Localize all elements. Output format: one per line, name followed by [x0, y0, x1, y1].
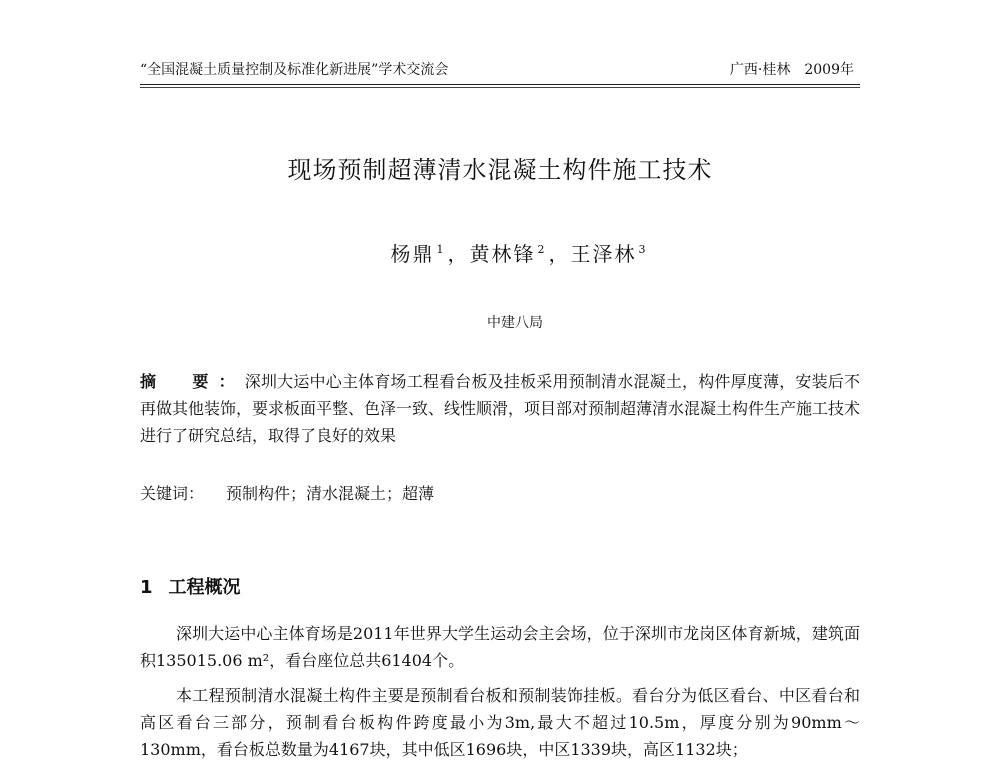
paper-title: 现场预制超薄清水混凝土构件施工技术 [287, 156, 713, 184]
section-title: 工程概况 [168, 577, 241, 598]
author-affiliation-mark: 2 [537, 243, 547, 257]
keywords-text: 预制构件；清水混凝土；超薄 [226, 484, 435, 503]
affiliation: 中建八局 [487, 315, 543, 331]
author-separator: ， [548, 242, 571, 266]
section-heading [140, 573, 241, 599]
abstract-label: 摘 要： [140, 372, 245, 391]
running-header [140, 58, 856, 82]
author-affiliation-mark: 1 [436, 243, 446, 257]
abstract [140, 368, 860, 449]
author-list [0, 238, 1000, 267]
body-paragraph: 深圳大运中心主体育场是2011年世界大学生运动会主会场，位于深圳市龙岗区体育新城，建筑面积135015.06 m²，看台座位总共61404个。 [140, 624, 860, 670]
author-separator: ， [447, 242, 470, 266]
author-name: 王泽林 [570, 242, 637, 266]
keywords [140, 482, 860, 506]
header-location-year: 广西·桂林 2009年 [729, 62, 854, 78]
section-number: 1 [140, 577, 153, 598]
header-rule-thin [140, 87, 860, 88]
body-paragraph: 本工程预制清水混凝土构件主要是预制看台板和预制装饰挂板。看台分为低区看台、中区看台和高区看台三部分，预制看台板构件跨度最小为3m,最大不超过10.5m，厚度分别为90mm～130mm，看台板总数量为4167块，其中低区1696块，中区1339块，高区1132块； [140, 686, 860, 759]
header-rule-thick [140, 84, 860, 85]
author-affiliation-mark: 3 [638, 243, 648, 257]
abstract-text: 深圳大运中心主体育场工程看台板及挂板采用预制清水混凝土，构件厚度薄，安装后不再做其他装饰，要求板面平整、色泽一致、线性顺滑，项目部对预制超薄清水混凝土构件生产施工技术进行了研究总结，取得了良好的效果 [140, 372, 861, 445]
header-conference: “全国混凝土质量控制及标准化新进展”学术交流会 [140, 62, 449, 78]
author-name: 黄林锋 [469, 242, 536, 266]
keywords-label: 关键词： [140, 484, 205, 503]
author-name: 杨鼎 [390, 242, 435, 266]
